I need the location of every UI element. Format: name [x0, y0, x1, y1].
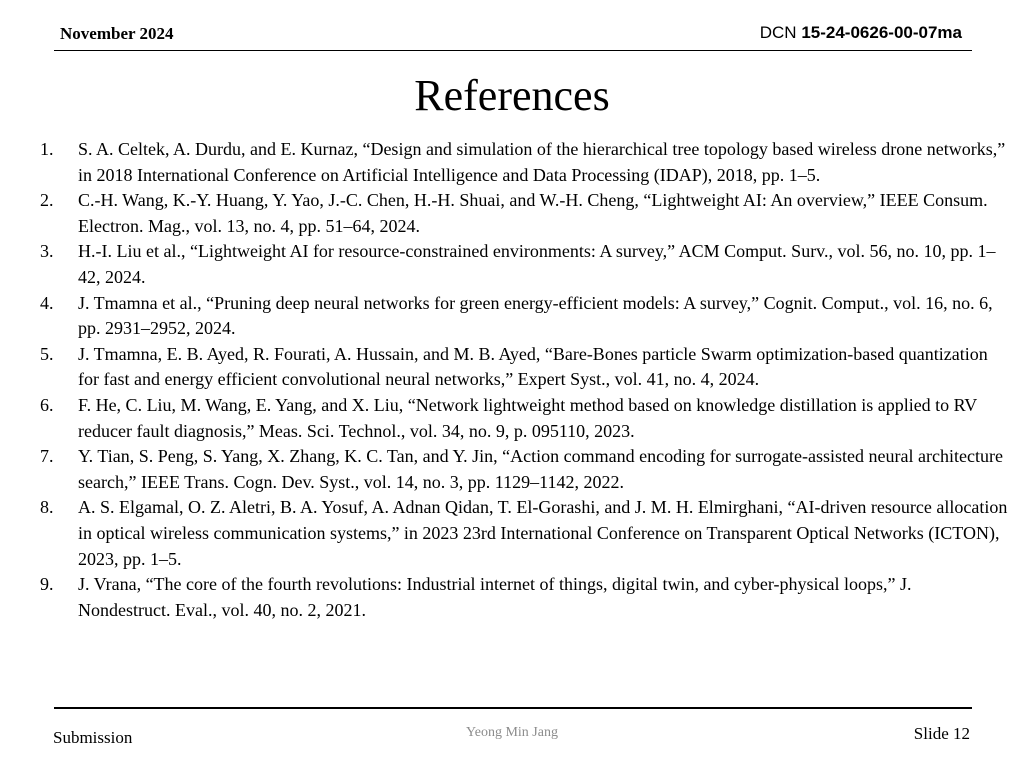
reference-text: J. Vrana, “The core of the fourth revolutions: Industrial internet of things, digital twin, and cyber-physical loops,” J. Nondestruct. Eval., vol. 40, no. 2, 2021. — [78, 574, 912, 620]
reference-text: Y. Tian, S. Peng, S. Yang, X. Zhang, K. C. Tan, and Y. Jin, “Action command encoding for surrogate-assisted neural architecture search,” IEEE Trans. Cogn. Dev. Syst., vol. 14, no. 3, pp. 1129–1142, 2022. — [78, 446, 1003, 492]
reference-text: J. Tmamna, E. B. Ayed, R. Fourati, A. Hussain, and M. B. Ayed, “Bare-Bones particle Swarm optimization-based quantization for fast and energy efficient convolutional neural networks,” Expert Syst., vol. 41, no. 4, 2024. — [78, 343, 988, 390]
reference-text: C.-H. Wang, K.-Y. Huang, Y. Yao, J.-C. Chen, H.-H. Shuai, and W.-H. Cheng, “Lightweight AI: An overview,” IEEE Consum. Electron. Mag., vol. 13, no. 4, pp. 51–64, 2024. — [78, 190, 988, 236]
reference-item — [40, 342, 1008, 393]
header-date: November 2024 — [60, 24, 174, 43]
reference-item — [40, 137, 1008, 188]
slide-number: Slide 12 — [913, 724, 970, 743]
footer-author: Yeong Min Jang — [466, 725, 558, 740]
reference-text: J. Tmamna et al., “Pruning deep neural networks for green energy-efficient models: A survey,” Cognit. Comput., vol. 16, no. 6, pp. 2931–2952, 2024. — [78, 292, 993, 339]
reference-number: 2. — [40, 190, 54, 211]
reference-text: S. A. Celtek, A. Durdu, and E. Kurnaz, “Design and simulation of the hierarchical tree topology based wireless drone networks,” in 2018 International Conference on Artificial Intelligence and Data Processing (IDAP), 2018, pp. 1–5. — [78, 139, 1006, 185]
header-dcn — [760, 23, 962, 43]
reference-item — [40, 188, 1008, 239]
reference-text: F. He, C. Liu, M. Wang, E. Yang, and X. Liu, “Network lightweight method based on knowledge distillation is applied to RV reducer fault diagnosis,” Meas. Sci. Technol., vol. 34, no. 9, p. 095110, 2023. — [78, 394, 977, 441]
dcn-number: 15-24-0626-00-07ma — [801, 23, 962, 42]
footer-divider — [54, 707, 972, 709]
reference-number: 5. — [40, 343, 54, 364]
reference-number: 3. — [40, 241, 54, 262]
reference-number: 7. — [40, 446, 54, 467]
reference-item — [40, 291, 1008, 342]
reference-number: 6. — [40, 394, 54, 415]
reference-item — [40, 444, 1008, 495]
reference-number: 8. — [40, 497, 54, 518]
reference-item — [40, 393, 1008, 444]
reference-number: 1. — [40, 139, 54, 159]
reference-list — [40, 137, 1008, 623]
page-title: References — [414, 71, 610, 120]
reference-text: A. S. Elgamal, O. Z. Aletri, B. A. Yosuf, A. Adnan Qidan, T. El-Gorashi, and J. M. H. Elmirghani, “AI-driven resource allocation in optical wireless communication systems,” in 2023 23rd International Conference on Transparent Optical Networks (ICTON), 2023, pp. 1–5. — [78, 497, 1008, 569]
reference-number: 9. — [40, 574, 54, 595]
reference-item — [40, 572, 1008, 623]
dcn-prefix: DCN — [759, 23, 797, 42]
reference-item — [40, 495, 1008, 572]
reference-number: 4. — [40, 292, 54, 313]
footer-submission: Submission — [53, 728, 133, 747]
reference-text: H.-I. Liu et al., “Lightweight AI for resource-constrained environments: A survey,” ACM Comput. Surv., vol. 56, no. 10, pp. 1–42, 2024. — [78, 241, 996, 287]
header-divider — [54, 50, 972, 51]
reference-item — [40, 239, 1008, 290]
